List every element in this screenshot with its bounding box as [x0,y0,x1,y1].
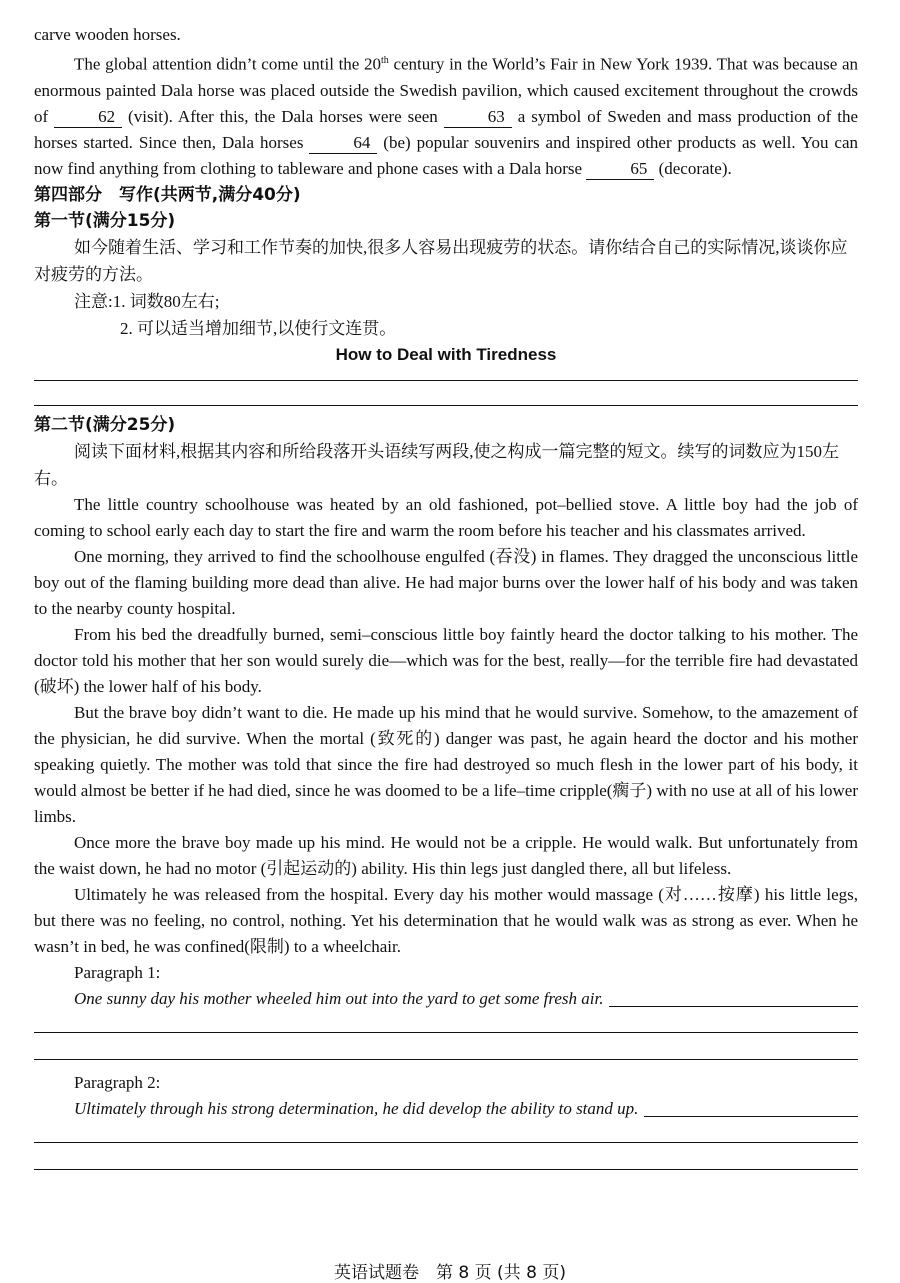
section1-prompt: 如今随着生活、学习和工作节奏的加快,很多人容易出现疲劳的状态。请你结合自己的实际情况,谈谈你应对疲劳的方法。 [34,237,848,284]
passage-text: (be) popular souvenirs and inspired other products as well. You can now find anything from clothing to tableware and phone cases with a Dala horse [34,132,858,178]
paragraph2-label: Paragraph 2: [74,1072,161,1092]
exam-page [34,22,858,1170]
essay-title: How to Deal with Tiredness [335,344,557,364]
part-title: 第四部分 写作(共两节,满分40分) [34,184,301,205]
answer-line[interactable] [34,1169,858,1170]
story-paragraph: Ultimately he was released from the hospital. Every day his mother would massage (对……按摩) his little legs, but there was no feeling, no control, nothing. Yet his determination that he would walk was as strong as ever. When he wasn’t in bed, he was confined(限制) to a wheelchair. [34,884,858,956]
story-paragraph: Once more the brave boy made up his mind. He would not be a cripple. He would walk. But unfortunately from the waist down, he had no motor (引起运动的) ability. His thin legs just dangled there, all but lifeless. [34,832,858,878]
passage-text: The global attention didn’t come until the 20 [74,54,382,74]
paragraph1-label: Paragraph 1: [74,962,161,982]
story-paragraph: The little country schoolhouse was heated by an old fashioned, pot–bellied stove. A little boy had the job of coming to school early each day to start the fire and warm the room before his teacher and his classmates arrived. [34,494,858,540]
paragraph1-start [34,986,858,1012]
blank-64[interactable]: 64 [309,133,377,154]
blank-63[interactable]: 63 [444,107,512,128]
story-paragraph: One morning, they arrived to find the schoolhouse engulfed (吞没) in flames. They dragged the unconscious little boy out of the flaming building more dead than alive. He had major burns over the lower half of his body and was taken to the nearby county hospital. [34,546,858,618]
story-paragraph: From his bed the dreadfully burned, semi–conscious little boy faintly heard the doctor talking to his mother. The doctor told his mother that her son would surely die—which was for the best, really—for the terrible fire had devastated (破坏) the lower half of his body. [34,624,858,696]
section1-title: 第一节(满分15分) [34,210,176,231]
blank-65[interactable]: 65 [586,159,654,180]
superscript: th [381,55,389,66]
passage-text: century in the World’s Fair in New York 1939. That was because an enormous painted Dala horse was placed outside the Swedish pavilion, which caused excitement throughout the crowds of [34,54,858,126]
blank-62[interactable]: 62 [54,107,122,128]
passage-text: (visit). After this, the Dala horses were seen [122,106,444,126]
answer-line[interactable] [609,1006,858,1007]
passage-text: a symbol of Sweden and mass production of the horses started. Since then, Dala horses [34,106,858,152]
answer-line[interactable] [644,1116,858,1117]
passage-paragraph [34,48,858,182]
page-footer: 英语试题卷 第 8 页 (共 8 页) [334,1263,566,1283]
section2-prompt: 阅读下面材料,根据其内容和所给段落开头语续写两段,使之构成一篇完整的短文。续写的词数应为150左右。 [34,441,839,488]
passage-text: (decorate). [654,158,732,178]
paragraph1-start-text: One sunny day his mother wheeled him out into the yard to get some fresh air. [74,988,604,1008]
paragraph2-start [34,1096,858,1122]
note-2: 2. 可以适当增加细节,以使行文连贯。 [120,318,397,338]
paragraph2-start-text: Ultimately through his strong determination, he did develop the ability to stand up. [74,1098,639,1118]
section2-title: 第二节(满分25分) [34,414,176,435]
note-1: 注意:1. 词数80左右; [74,291,220,311]
story-paragraph: But the brave boy didn’t want to die. He made up his mind that he would survive. Somehow, to the amazement of the physician, he did survive. When the mortal (致死的) danger was past, he again heard the doctor and his mother speaking quietly. The mother was told that since the fire had destroyed so much flesh in the lower part of his body, it would almost be better if he had died, since he was doomed to be a life–time cripple(瘸子) with no use at all of his lower limbs. [34,702,858,826]
passage-line: carve wooden horses. [34,25,181,44]
